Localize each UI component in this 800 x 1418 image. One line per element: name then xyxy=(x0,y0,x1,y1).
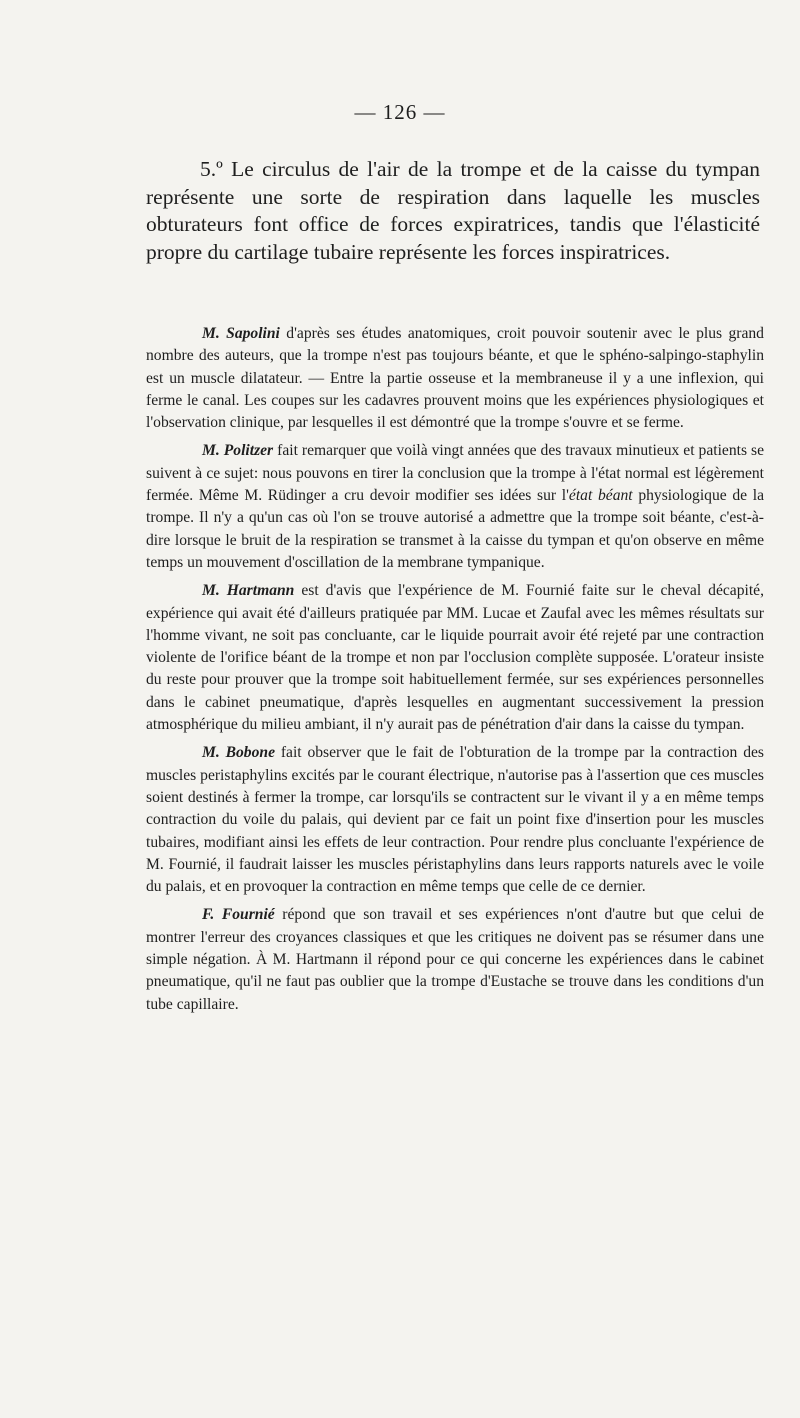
paragraph-text: physiologique de la trompe. Il n'y a qu'un cas où l'on se trouve autorisé a admettre que la trompe soit béante, c'est-à-dire lorsque le bruit de la respiration se transmet à la caisse du tympan et qu'on observe en même temps un mouvement d'oscillation de la membrane tympanique. xyxy=(146,487,765,571)
conclusion-paragraph: 5.º Le circulus de l'air de la trompe et de la caisse du tympan représente une sorte de respiration dans laquelle les muscles obturateurs font office de forces expiratrices, tandis que l'élasticité propre du cartilage tubaire représente les forces inspiratrices. xyxy=(146,157,760,264)
discussion-section xyxy=(146,323,764,1022)
conclusion-block xyxy=(146,156,760,266)
speaker-name: M. Hartmann xyxy=(202,582,295,600)
page-number: — 126 — xyxy=(354,100,446,124)
speaker-name: F. Fournié xyxy=(202,906,275,924)
paragraph-text: est d'avis que l'expérience de M. Fournié faite sur le cheval décapité, expérience qui avait été d'ailleurs pratiquée par MM. Lucae et Zaufal avec les mêmes résultats sur l'homme vivant, ne soit pas concluante, car le liquide pourrait avoir été rejeté par une contraction violente de l'orifice béant de la trompe et non par l'occlusion complète supposée. L'orateur insiste du reste pour prouver que la trompe soit habituellement fermée, sur ses expériences personnelles dans le cabinet pneumatique, d'après lesquelles en augmentant successivement la pression atmosphérique du milieu ambiant, il n'y aurait pas de pénétration d'air dans la caisse du tympan. xyxy=(146,582,764,734)
speaker-name: M. Sapolini xyxy=(202,325,280,342)
speaker-name: M. Bobone xyxy=(202,744,275,762)
paragraph-sapolini xyxy=(146,323,764,434)
paragraph-text: répond que son travail et ses expériences n'ont d'autre but que celui de montrer l'erreur des croyances classiques et que les critiques ne doivent pas se résumer dans une simple négation. À M. Hartmann il répond pour ce qui concerne les expériences dans le cabinet pneumatique, qu'il ne faut pas oublier que la trompe d'Eustache se trouve dans les conditions d'un tube capillaire. xyxy=(146,906,764,1013)
paragraph-text: fait observer que le fait de l'obturation de la trompe par la contraction des muscles peristaphylins excités par le courant électrique, n'autorise pas à l'assertion que ces muscles soient destinés à fermer la trompe, car lorsqu'ils se contractent sur le vivant il y a en même temps contraction du voile du palais, qui devient par ce fait un point fixe d'insertion pour les muscles tubaires, modifiant ainsi les effets de leur contraction. Pour rendre plus concluante l'expérience de M. Fournié, il faudrait laisser les muscles péristaphylins dans leurs rapports naturels avec le voile du palais, et en provoquer la contraction en même temps que celle de ce dernier. xyxy=(146,744,764,896)
paragraph-hartmann xyxy=(146,580,764,736)
paragraph-text: fait remarquer que voilà vingt années que des travaux minutieux et patients se suivent à ce sujet: nous pouvons en tirer la conclusion que la trompe à l'état normal est légèrement fermée. Même M. Rüdinger a cru devoir modifier ses idées sur l' xyxy=(146,442,764,505)
speaker-name: M. Politzer xyxy=(202,442,274,460)
emphasized-term: état béant xyxy=(568,487,633,505)
paragraph-text: d'après ses études anatomiques, croit pouvoir soutenir avec le plus grand nombre des auteurs, que la trompe n'est pas toujours béante, et que le sphéno-salpingo-staphylin est un muscle dilatateur. — Entre la partie osseuse et la membraneuse il y a une inflexion, qui ferme le canal. Les coupes sur les cadavres prouvent moins que les expériences physiologiques et l'observation clinique, par lesquelles il est démontré que la trompe s'ouvre et se ferme. xyxy=(146,325,764,432)
paragraph-politzer xyxy=(146,440,764,574)
paragraph-bobone xyxy=(146,742,764,898)
paragraph-fournie xyxy=(146,904,764,1015)
